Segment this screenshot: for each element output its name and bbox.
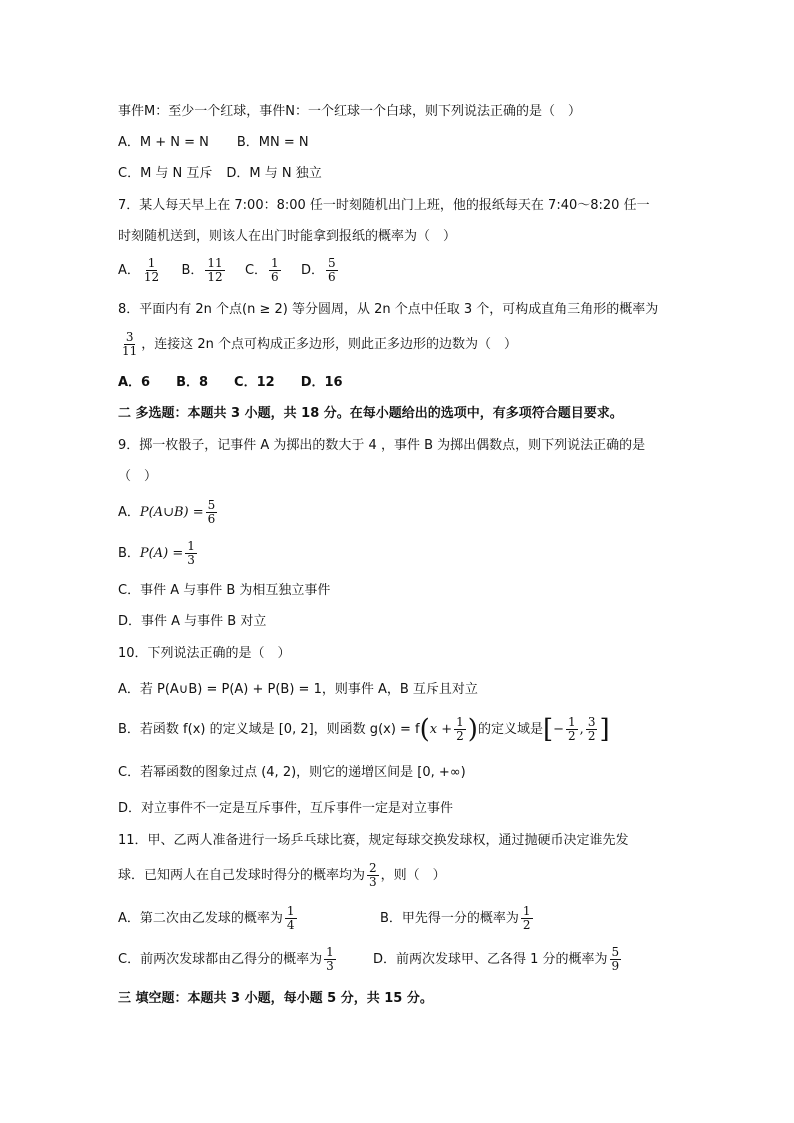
q8-fraction: [120, 331, 139, 358]
q7-option-b-denominator: 12: [207, 270, 223, 284]
q10-option-b-numerator-1: 1: [456, 715, 464, 729]
q6-option-d: D．M 与 N 独立: [226, 166, 322, 181]
section-2-heading: 二 多选题：本题共 3 小题，共 18 分。在每小题给出的选项中，有多项符合题目要求。: [118, 406, 623, 421]
q10-stem: 10．下列说法正确的是（ ）: [118, 646, 291, 661]
q9-option-a-fraction: [206, 499, 218, 526]
section-3-heading: 三 填空题：本题共 3 小题，每小题 5 分，共 15 分。: [118, 991, 433, 1006]
q7-option-c-fraction: [269, 257, 281, 284]
q9-option-d: D．事件 A 与事件 B 对立: [118, 614, 267, 629]
q6-options-ab: [118, 134, 309, 152]
q6-stem: 事件M：至少一个红球，事件N：一个红球一个白球，则下列说法正确的是（ ）: [118, 104, 581, 119]
q7-option-a-label: A．: [118, 263, 140, 278]
q10-option-b-argument: x +: [429, 722, 453, 737]
q10-option-c: C．若幂函数的图象过点 (4, 2)，则它的递增区间是 [0, +∞): [118, 765, 466, 780]
q9-option-b: [118, 538, 199, 570]
q11-stem-text: 球．已知两人在自己发球时得分的概率均为: [118, 868, 366, 883]
q7-option-d-label: D．: [300, 263, 324, 278]
q7-options: [118, 256, 340, 286]
q11-option-c-fraction: [324, 946, 336, 973]
q11-stem-line2: [118, 860, 446, 892]
q10-option-b-numerator-3: 3: [587, 715, 596, 729]
q11-option-c-denominator: 3: [326, 959, 334, 973]
q11-option-c: [118, 945, 338, 973]
q9-option-c: C．事件 A 与事件 B 为相互独立事件: [118, 583, 331, 598]
q10-option-b-fraction-2: [566, 716, 578, 743]
q10-option-d: D．对立事件不一定是互斥事件，互斥事件一定是对立事件: [118, 801, 454, 816]
q8-stem-text: ，连接这 2n 个点可构成正多边形，则此正多边形的边数为（ ）: [141, 337, 518, 352]
q7-option-b-numerator: 11: [207, 256, 223, 270]
q7-option-c-label: C．: [244, 263, 268, 278]
q9-option-a-denominator: 6: [207, 512, 216, 526]
q10-option-b-middle-text: 的定义域是: [477, 722, 543, 737]
q10-option-b-numerator-2: 1: [568, 715, 576, 729]
q10-option-b-denominator-1: 2: [456, 729, 464, 743]
q10-option-b-left-paren: (: [419, 714, 430, 745]
q11-option-b-numerator: 1: [522, 904, 531, 918]
q11-option-a-denominator: 4: [286, 918, 295, 932]
q8-stem-line1: 8．平面内有 2n 个点(n ≥ 2) 等分圆周，从 2n 个点中任取 3 个，可构成直角三角形的概率为: [118, 302, 659, 317]
q9-option-b-fraction: [185, 540, 197, 567]
q11-option-d-text: D．前两次发球甲、乙各得 1 分的概率为: [373, 952, 608, 967]
q10-option-b-prefix: B．若函数 f(x) 的定义域是 [0, 2]，则函数 g(x) = f: [118, 722, 420, 737]
q10-option-b-denominator-3: 2: [587, 729, 596, 743]
q11-stem-numerator: 2: [369, 861, 377, 875]
q9-option-a-label: A．: [118, 505, 140, 520]
q7-stem-line2: 时刻随机送到，则该人在出门时能拿到报纸的概率为（ ）: [118, 229, 457, 244]
q7-option-c-denominator: 6: [271, 270, 279, 284]
q7-option-a-fraction: [142, 257, 161, 284]
q10-option-a: A．若 P(A∪B) = P(A) + P(B) = 1，则事件 A，B 互斥且对立: [118, 682, 478, 697]
q9-option-b-expression: P(A) =: [139, 546, 184, 561]
q11-stem-fraction: [367, 862, 379, 889]
q6-option-a: A．M + N = N: [118, 135, 209, 150]
q7-option-b-label: B．: [181, 263, 204, 278]
q7-option-d-denominator: 6: [327, 270, 336, 284]
q7-option-d-numerator: 5: [327, 256, 336, 270]
q9-option-b-label: B．: [118, 546, 140, 561]
q10-option-b-comma: ,: [579, 722, 584, 737]
q9-option-a-numerator: 5: [207, 498, 216, 512]
q7-option-d-fraction: [326, 257, 338, 284]
q8-fraction-numerator: 3: [125, 330, 134, 344]
q11-option-b-fraction: [521, 905, 533, 932]
q11-option-a-fraction: [285, 905, 297, 932]
q11-options-cd: [118, 944, 678, 976]
q8-fraction-denominator: 11: [122, 344, 138, 358]
q7-option-a-denominator: 12: [143, 270, 160, 284]
q10-option-b-right-paren: ): [467, 714, 478, 745]
q7-stem-line1: 7．某人每天早上在 7:00：8:00 任一时刻随机出门上班，他的报纸每天在 7:40～8:20 任一: [118, 198, 650, 213]
q7-option-b-fraction: [205, 257, 224, 284]
q9-stem-line2: （ ）: [118, 469, 158, 484]
q11-option-b-text: B．甲先得一分的概率为: [380, 911, 519, 926]
q11-option-a: [118, 904, 299, 932]
q11-option-d-numerator: 5: [611, 945, 620, 959]
q9-option-a-expression: P(A∪B) =: [139, 505, 204, 520]
q9-option-b-numerator: 1: [187, 539, 195, 553]
q8-options: A．6 B．8 C．12 D．16: [118, 375, 343, 390]
q11-option-b: [380, 903, 535, 935]
q11-option-a-text: A．第二次由乙发球的概率为: [118, 911, 283, 926]
q9-stem-line1: 9．掷一枚骰子，记事件 A 为掷出的数大于 4 ，事件 B 为掷出偶数点，则下列说法正确的是: [118, 438, 646, 453]
q9-option-a: [118, 497, 219, 529]
q11-option-b-denominator: 2: [522, 918, 531, 932]
q10-option-b-fraction-3: [586, 716, 598, 743]
q7-option-c-numerator: 1: [271, 256, 279, 270]
q11-option-c-numerator: 1: [326, 945, 334, 959]
q11-stem-end: ，则（ ）: [380, 868, 446, 883]
q6-option-b: B．MN = N: [236, 135, 309, 150]
q11-option-a-numerator: 1: [286, 904, 295, 918]
q10-option-b-left-bracket: [: [542, 714, 554, 745]
q8-stem-line2: [118, 330, 517, 360]
q10-option-b: [118, 713, 610, 747]
q11-option-d-fraction: [610, 946, 622, 973]
q10-option-b-fraction-1: [454, 716, 466, 743]
q11-option-c-text: C．前两次发球都由乙得分的概率为: [118, 952, 323, 967]
q6-options-cd: [118, 165, 322, 183]
q9-option-b-denominator: 3: [187, 553, 195, 567]
q11-option-d: [373, 944, 623, 976]
q11-stem-line1: 11．甲、乙两人准备进行一场乒乓球比赛，规定每球交换发球权，通过抛硬币决定谁先发: [118, 833, 629, 848]
q11-stem-denominator: 3: [369, 875, 377, 889]
q7-option-a-numerator: 1: [147, 256, 156, 270]
q10-option-b-minus-sign: −: [553, 722, 565, 737]
q11-option-d-denominator: 9: [611, 959, 620, 973]
q10-option-b-denominator-2: 2: [568, 729, 576, 743]
q10-option-b-right-bracket: ]: [599, 714, 610, 745]
q6-option-c: C．M 与 N 互斥: [118, 166, 213, 181]
q11-options-ab: [118, 903, 678, 935]
